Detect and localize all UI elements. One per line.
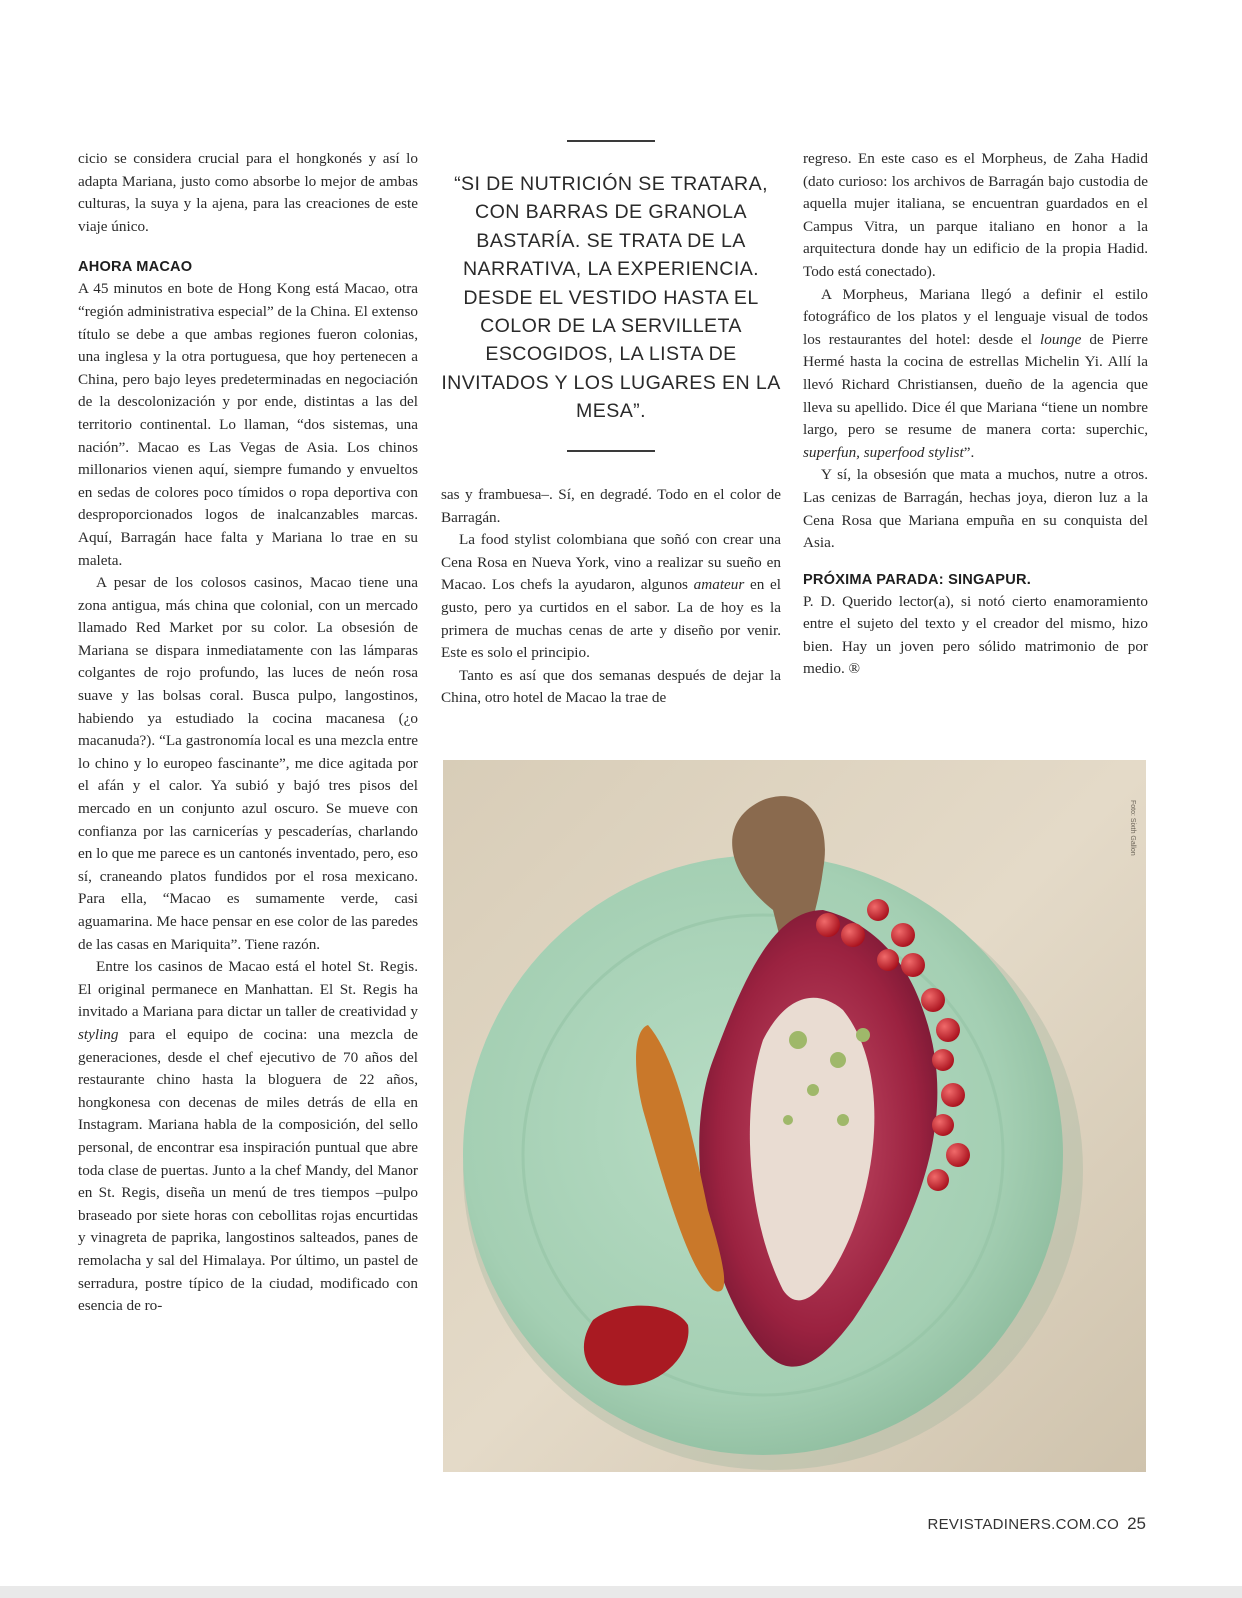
italic-run: superfun, superfood stylist xyxy=(803,443,964,461)
food-photo xyxy=(443,760,1146,1472)
article-column-right xyxy=(803,148,1148,681)
paragraph-st-regis xyxy=(78,956,418,1318)
paragraph-food-stylist xyxy=(441,529,781,665)
paragraph-intro: cicio se considera crucial para el hongkonés y así lo adapta Mariana, justo como absorbe lo mejor de ambas culturas, la suya y la ajena, para las creaciones de este viaje único. xyxy=(78,150,418,235)
article-column-left xyxy=(78,148,418,1318)
bottom-band xyxy=(0,1586,1242,1598)
photo-credit: Foto: Sixth Gallon xyxy=(1129,800,1136,856)
section-heading-proxima-parada: PRÓXIMA PARADA: SINGAPUR. xyxy=(803,571,1031,588)
italic-run: lounge xyxy=(1040,330,1082,348)
food-plate-illustration xyxy=(443,760,1146,1472)
paragraph-tanto: Tanto es así que dos semanas después de dejar la China, otro hotel de Macao la trae de xyxy=(441,666,781,707)
paragraph-pd: P. D. Querido lector(a), si notó cierto enamoramiento entre el sujeto del texto y el creador del mismo, hizo bien. Hay un joven pero sólido matrimonio de por medio. ® xyxy=(803,592,1148,678)
pull-quote-text: “SI DE NUTRICIÓN SE TRATARA, CON BARRAS DE GRANOLA BASTARÍA. SE TRATA DE LA NARRATIVA, LA EXPERIENCIA. DESDE EL VESTIDO HASTA EL COLOR DE LA SERVILLETA ESCOGIDOS, LA LISTA DE INVITADOS Y LOS LUGARES EN LA MESA”. xyxy=(441,173,781,423)
paragraph-degrade: sas y frambuesa–. Sí, en degradé. Todo en el color de Barragán. xyxy=(441,486,781,526)
paragraph-morpheus: regreso. En este caso es el Morpheus, de Zaha Hadid (dato curioso: los archivos de Barragán bajo custodia de aquella mujer italiana, se encuentran guardados en el Campus Vitra, un parque italiano en honor a la arquitectura donde hay un edificio de la propia Hadid. Todo está conectado). xyxy=(803,150,1148,280)
text-run: de Pierre Hermé hasta la cocina de estrellas Michelin Yi. Allí la llevó Richard Christiansen, dueño de la agencia que lleva su apellido. Dice él que Mariana “tiene un nombre largo, pero se resume de manera corta: superchic, xyxy=(803,330,1148,439)
pull-quote-bottom-rule xyxy=(567,450,655,452)
text-run: A Morpheus, Mariana llegó a definir el estilo fotográfico de los platos y el lenguaje visual de todos los restaurantes del hotel: desde el xyxy=(803,285,1148,348)
text-run: Entre los casinos de Macao está el hotel St. Regis. El original permanece en Manhattan. El St. Regis ha invitado a Mariana para dictar un taller de creatividad y xyxy=(78,958,418,1021)
text-run: ”. xyxy=(963,443,975,461)
paragraph-obsesion: Y sí, la obsesión que mata a muchos, nutre a otros. Las cenizas de Barragán, hechas joya, dieron luz a la Cena Rosa que Mariana empuña en su conquista del Asia. xyxy=(803,466,1148,552)
footer-site: REVISTADINERS.COM.CO xyxy=(927,1516,1120,1533)
paragraph-macao-2: A pesar de los colosos casinos, Macao tiene una zona antigua, más china que colonial, con un mercado llamado Red Market por su color. La obsesión de Mariana se dispara inmediatamente con las lámparas colgantes de rojo profundo, las luces de neón rosa suave y las bolsas coral. Busca pulpo, langostinos, habiendo ya estudiado la cocina macanesa (¿o macanuda?). “La gastronomía local es una mezcla entre lo chino y lo europeo fascinante”, me dice agitada por el afán y el calor. Ya subió y bajó tres pisos del mercado en un conjunto azul oscuro. Se mueve con confianza por las carnicerías y pescaderías, charlando en lo que me parece es un cantonés inventado, pero, eso sí, craneando platos fundidos por el rosa mexicano. Para ella, “Macao es sumamente verde, casi aguamarina. Me hace pensar en ese color de las paredes de las casas en Mariquita”. Tiene razón. xyxy=(78,574,418,953)
text-run: en el gusto, pero ya curtidos en el sabor. La de hoy es la primera de muchas cenas de arte y diseño por venir. Este es solo el principio. xyxy=(441,576,781,662)
paragraph-macao-1: A 45 minutos en bote de Hong Kong está Macao, otra “región administrativa especial” de la China. El extenso título se debe a que ambas regiones fueron colonias, una inglesa y la otra portuguesa, que hoy pertenecen a China, pero bajo leyes predeterminadas en negociación de la descolonización y por ende, distintas a las del territorio continental. Lo llaman, “dos sistemas, una nación”. Macao es Las Vegas de Asia. Los chinos millonarios vienen aquí, siempre fumando y envueltos en sedas de colores poco tímidos o ropa deportiva con desproporcionados logos de inalcanzables marcas. Aquí, Barragán hace falta y Mariana lo trae en su maleta. xyxy=(78,280,418,569)
italic-run: styling xyxy=(78,1025,119,1043)
page-number: 25 xyxy=(1127,1514,1146,1533)
italic-run: amateur xyxy=(693,576,745,594)
section-heading-ahora-macao: AHORA MACAO xyxy=(78,259,193,276)
pull-quote-top-rule xyxy=(567,140,655,142)
text-run: La food stylist colombiana que soñó con crear una Cena Rosa en Nueva York, vino a realizar su sueño en Macao. Los chefs la ayudaron, algunos xyxy=(441,531,781,594)
page-footer xyxy=(928,1514,1147,1534)
pull-quote xyxy=(441,140,781,452)
article-column-middle xyxy=(441,484,781,710)
text-run: para el equipo de cocina: una mezcla de generaciones, desde el chef ejecutivo de 70 años del restaurante chino hasta la bloguera de 22 años, hongkonesa con decenas de miles detrás de ella en Instagram. Mariana habla de la composición, del sello personal, de encontrar esa inspiración puntual que abre toda clase de puertas. Junto a la chef Mandy, del Manor en St. Regis, diseña un menú de tres tiempos –pulpo braseado por siete horas con cebollitas rojas encurtidas y vinagreta de paprika, langostinos salteados, panes de remolacha y sal del Himalaya. Por último, un pastel de serradura, postre típico de la ciudad, modificado con esencia de ro- xyxy=(78,1025,418,1315)
paragraph-estilo xyxy=(803,284,1148,465)
